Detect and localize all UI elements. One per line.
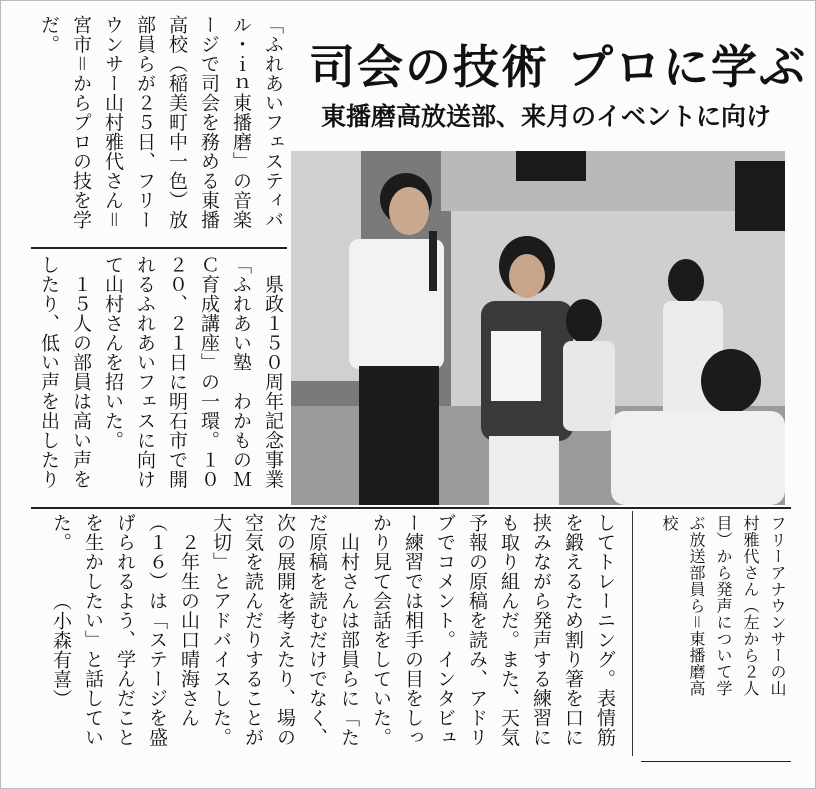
text-column: 宮市＝からプロの技を学 [70, 15, 92, 230]
text-column: た。 （小森有喜） [50, 513, 72, 709]
text-column: 予報の原稿を読み、アドリ [466, 513, 488, 747]
text-column: 「ふれあいフェスティバ [262, 15, 284, 230]
text-column: ぶ放送部員ら＝東播磨高 [687, 515, 706, 697]
text-column: 県政１５０周年記念事業 [262, 255, 284, 489]
photo-illustration [291, 151, 785, 505]
text-column: 空気を読んだりすることが [242, 513, 264, 747]
headline: 司会の技術 プロに学ぶ [309, 40, 808, 94]
divider [31, 507, 791, 509]
text-column: れるふれあいフェスに向け [134, 255, 156, 489]
text-column: ージで司会を務める東播 [198, 15, 220, 230]
text-column: かり見て会話をしていた。 [370, 513, 392, 747]
text-column: ル・ｉｎ東播磨」の音楽 [230, 15, 252, 230]
text-column: ブでコメント。インタビュ [434, 513, 456, 747]
text-column: ２年生の山口晴海さん [178, 513, 200, 728]
divider [31, 247, 287, 249]
text-column: 校 [660, 515, 679, 532]
text-column: も取り組んだ。また、天気 [498, 513, 520, 747]
text-column: 部員らが２５日、フリー [134, 15, 156, 230]
text-column: げられるよう、学んだこと [114, 513, 136, 747]
subheadline: 東播磨高放送部、来月のイベントに向け [321, 102, 772, 131]
text-column: だ原稿を読むだけでなく、 [306, 513, 328, 747]
text-column: フリーアナウンサーの山 [768, 515, 787, 697]
text-column: してトレーニング。表情筋 [594, 513, 616, 747]
text-column: ウンサー山村雅代さん＝ [102, 15, 124, 230]
text-column: 目）から発声について学 [714, 515, 733, 697]
text-column: ー練習では相手の目をしっ [402, 513, 424, 747]
text-column: したり、低い声を出したり [38, 255, 60, 489]
text-column: （１６）は「ステージを盛 [146, 513, 168, 747]
text-column: 高校（稲美町中一色）放 [166, 15, 188, 230]
text-column: 大切」とアドバイスした。 [210, 513, 232, 747]
text-column: １５人の部員は高い声を [70, 274, 92, 489]
text-column: て山村さんを招いた。 [102, 255, 124, 450]
text-column: ２０、２１日に明石市で開 [166, 255, 188, 489]
text-column: 村雅代さん（左から２人 [741, 515, 760, 697]
text-column: 次の展開を考えたり、場の [274, 513, 296, 747]
text-column: を生かしたい」と話してい [82, 513, 104, 747]
article-photo [291, 151, 785, 505]
caption-underline [641, 761, 791, 762]
text-column: Ｃ育成講座」の一環。１０ [198, 255, 220, 489]
text-column: だ。 [38, 15, 60, 54]
text-column: を鍛えるため割り箸を口に [562, 513, 584, 747]
caption-divider [632, 511, 633, 756]
text-column: 山村さんは部員らに「た [338, 513, 360, 747]
text-column: 「ふれあい塾 わかものＭ [230, 255, 252, 489]
text-column: 挟みながら発声する練習に [530, 513, 552, 747]
